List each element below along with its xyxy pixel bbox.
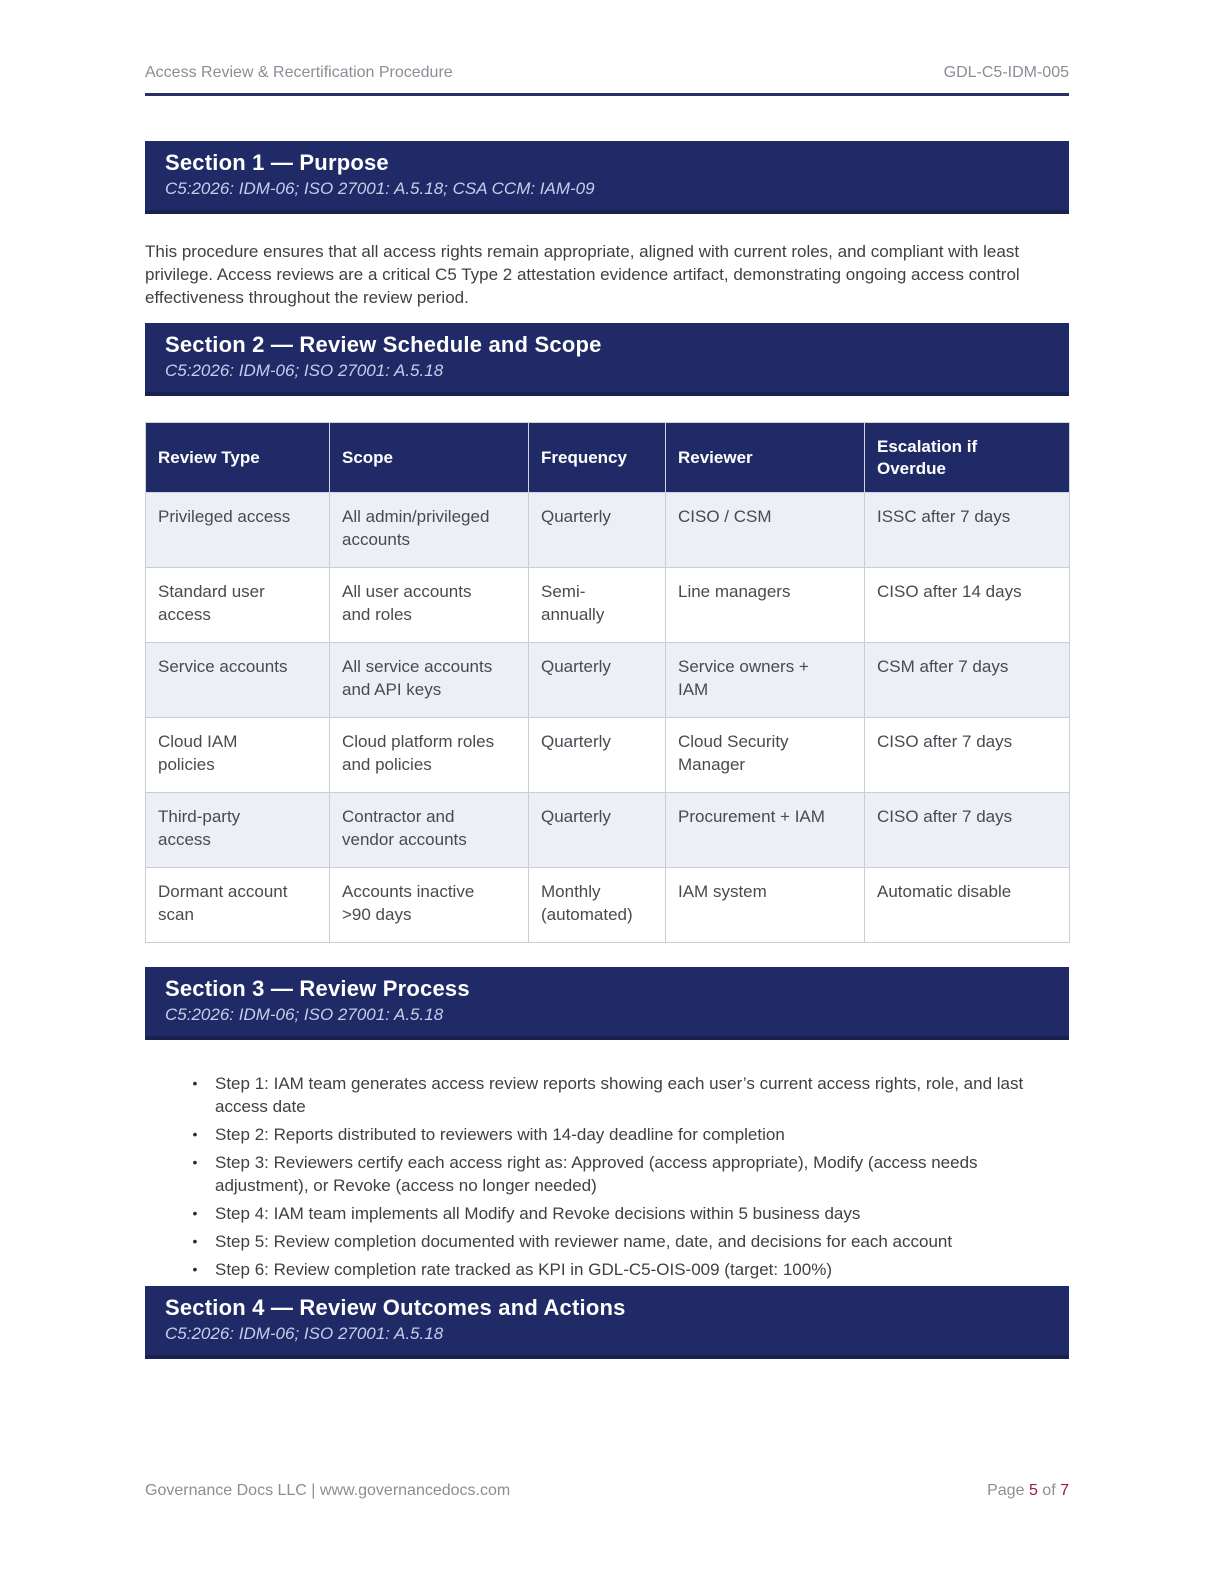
table-cell: Cloud Security Manager xyxy=(666,718,865,793)
step-text: Step 2: Reports distributed to reviewers with 14-day deadline for completion xyxy=(215,1125,785,1144)
step-text: Step 3: Reviewers certify each access right as: Approved (access appropriate), Modify (access needs adjustment), or Revoke (access no longer needed) xyxy=(215,1153,978,1195)
footer-company: Governance Docs LLC | www.governancedocs.com xyxy=(145,1482,511,1499)
table-row xyxy=(146,493,1070,568)
table-header-row xyxy=(146,423,1070,493)
column-header-frequency: Frequency xyxy=(529,423,666,493)
purpose-paragraph: This procedure ensures that all access rights remain appropriate, aligned with current roles, and compliant with least privilege. Access reviews are a critical C5 Type 2 attestation evidence artifact, demonstrating ongoing access control effectiveness throughout the review period. xyxy=(145,242,1020,307)
table-cell: CISO after 7 days xyxy=(865,793,1070,868)
list-item xyxy=(145,1258,1069,1281)
table-cell: Service owners + IAM xyxy=(666,643,865,718)
section-1-title: Section 1 — Purpose xyxy=(165,150,389,175)
table-cell: Quarterly xyxy=(529,793,666,868)
document-id: GDL-C5-IDM-005 xyxy=(943,64,1069,81)
table-row xyxy=(146,643,1070,718)
page-word: Page xyxy=(987,1482,1025,1499)
bullet-icon: • xyxy=(192,1075,198,1091)
table-cell: CISO after 7 days xyxy=(865,718,1070,793)
list-item xyxy=(145,1072,1069,1118)
section-3-references: C5:2026: IDM-06; ISO 27001: A.5.18 xyxy=(165,1005,444,1024)
table-cell: Dormant account scan xyxy=(146,868,330,943)
bullet-icon: • xyxy=(192,1261,198,1277)
section-1-references: C5:2026: IDM-06; ISO 27001: A.5.18; CSA CCM: IAM-09 xyxy=(165,179,595,198)
table-cell: CISO after 14 days xyxy=(865,568,1070,643)
list-item xyxy=(145,1230,1069,1253)
section-4-title: Section 4 — Review Outcomes and Actions xyxy=(165,1295,626,1320)
page-indicator xyxy=(987,1482,1069,1500)
table-cell: Privileged access xyxy=(146,493,330,568)
table-cell: CSM after 7 days xyxy=(865,643,1070,718)
table-cell: Quarterly xyxy=(529,643,666,718)
document-footer xyxy=(145,1482,1069,1500)
step-text: Step 6: Review completion rate tracked as KPI in GDL-C5-OIS-009 (target: 100%) xyxy=(215,1260,832,1279)
bullet-icon: • xyxy=(192,1205,198,1221)
column-header-scope: Scope xyxy=(330,423,529,493)
table-cell: Line managers xyxy=(666,568,865,643)
section-1-banner xyxy=(145,141,1069,214)
section-2-banner xyxy=(145,323,1069,396)
step-text: Step 5: Review completion documented with reviewer name, date, and decisions for each account xyxy=(215,1232,953,1251)
table-cell: All user accounts and roles xyxy=(330,568,529,643)
table-cell: All service accounts and API keys xyxy=(330,643,529,718)
document-header xyxy=(145,0,1069,96)
table-cell: All admin/privileged accounts xyxy=(330,493,529,568)
section-3-title: Section 3 — Review Process xyxy=(165,976,470,1001)
column-header-escalation: Escalation if Overdue xyxy=(865,423,1070,493)
table-cell: Accounts inactive >90 days xyxy=(330,868,529,943)
table-cell: ISSC after 7 days xyxy=(865,493,1070,568)
page-number-current: 5 xyxy=(1028,1482,1038,1499)
table-cell: Contractor and vendor accounts xyxy=(330,793,529,868)
table-cell: Standard user access xyxy=(146,568,330,643)
section-4-banner xyxy=(145,1286,1069,1359)
table-cell: CISO / CSM xyxy=(666,493,865,568)
table-cell: Semi-annually xyxy=(529,568,666,643)
step-text: Step 1: IAM team generates access review reports showing each user’s current access rights, role, and last access date xyxy=(215,1074,1024,1116)
section-2-title: Section 2 — Review Schedule and Scope xyxy=(165,332,602,357)
table-cell: Automatic disable xyxy=(865,868,1070,943)
list-item xyxy=(145,1151,1069,1197)
review-process-list xyxy=(145,1072,1069,1281)
table-cell: Monthly (automated) xyxy=(529,868,666,943)
table-row xyxy=(146,718,1070,793)
table-cell: Quarterly xyxy=(529,718,666,793)
of-word: of xyxy=(1042,1482,1056,1499)
table-row xyxy=(146,793,1070,868)
list-item xyxy=(145,1123,1069,1146)
column-header-reviewer: Reviewer xyxy=(666,423,865,493)
bullet-icon: • xyxy=(192,1233,198,1249)
section-3-banner xyxy=(145,967,1069,1040)
section-2-references: C5:2026: IDM-06; ISO 27001: A.5.18 xyxy=(165,361,444,380)
page-number-total: 7 xyxy=(1060,1482,1069,1499)
table-cell: Cloud platform roles and policies xyxy=(330,718,529,793)
review-schedule-table xyxy=(145,422,1070,943)
table-row xyxy=(146,568,1070,643)
section-4-references: C5:2026: IDM-06; ISO 27001: A.5.18 xyxy=(165,1324,444,1343)
column-header-review-type: Review Type xyxy=(146,423,330,493)
table-cell: Quarterly xyxy=(529,493,666,568)
bullet-icon: • xyxy=(192,1126,198,1142)
table-cell: Service accounts xyxy=(146,643,330,718)
table-cell: Cloud IAM policies xyxy=(146,718,330,793)
document-title: Access Review & Recertification Procedure xyxy=(145,64,453,81)
table-cell: IAM system xyxy=(666,868,865,943)
bullet-icon: • xyxy=(192,1154,198,1170)
table-row xyxy=(146,868,1070,943)
list-item xyxy=(145,1202,1069,1225)
table-cell: Third-party access xyxy=(146,793,330,868)
table-cell: Procurement + IAM xyxy=(666,793,865,868)
step-text: Step 4: IAM team implements all Modify and Revoke decisions within 5 business days xyxy=(215,1204,861,1223)
